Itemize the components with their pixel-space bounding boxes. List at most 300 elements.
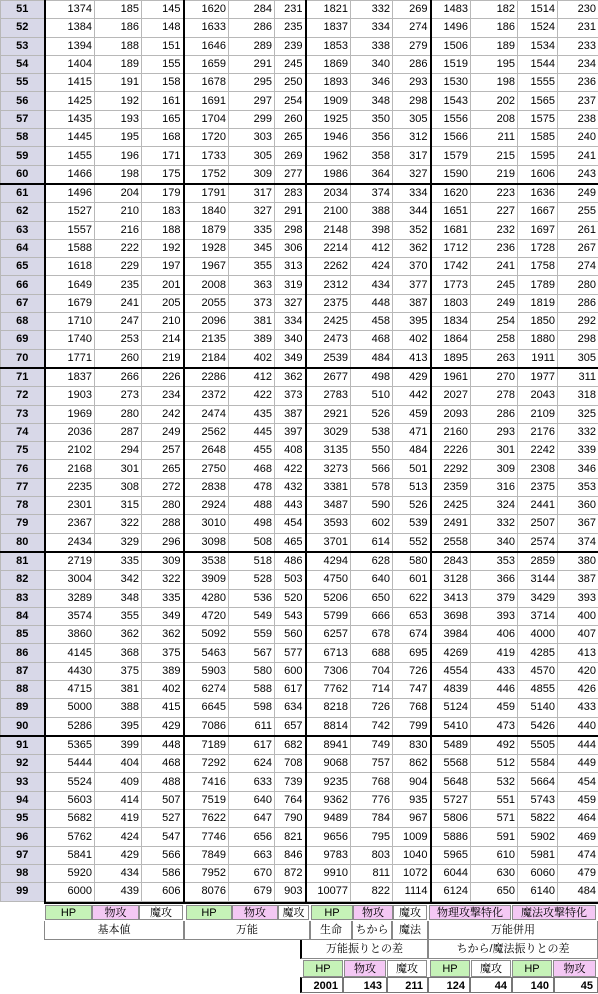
table-cell: 1678 bbox=[184, 74, 229, 92]
table-cell: 1557 bbox=[45, 221, 95, 239]
table-row bbox=[1, 184, 598, 203]
level-cell: 72 bbox=[1, 387, 45, 405]
table-cell: 298 bbox=[558, 331, 598, 349]
table-cell: 426 bbox=[558, 680, 598, 698]
table-cell: 543 bbox=[275, 607, 306, 625]
table-cell: 1903 bbox=[45, 387, 95, 405]
table-cell: 198 bbox=[95, 165, 142, 184]
table-cell: 1514 bbox=[518, 1, 558, 19]
table-cell: 313 bbox=[275, 258, 306, 276]
table-cell: 606 bbox=[142, 883, 184, 901]
table-cell: 799 bbox=[393, 717, 431, 736]
table-cell: 409 bbox=[95, 773, 142, 791]
table-cell: 241 bbox=[471, 258, 518, 276]
table-cell: 1114 bbox=[393, 883, 431, 901]
table-cell: 2036 bbox=[45, 423, 95, 441]
table-cell: 1752 bbox=[184, 165, 229, 184]
table-cell: 346 bbox=[558, 460, 598, 478]
level-cell: 95 bbox=[1, 810, 45, 828]
table-row bbox=[1, 55, 598, 73]
table-cell: 614 bbox=[351, 533, 393, 552]
table-cell: 577 bbox=[275, 644, 306, 662]
table-cell: 269 bbox=[393, 1, 431, 19]
table-cell: 3701 bbox=[306, 533, 351, 552]
table-cell: 503 bbox=[275, 571, 306, 589]
diff-chip-mag-atk: 魔攻 bbox=[387, 960, 427, 977]
diff-chip-mag-atk: 魔攻 bbox=[471, 960, 511, 977]
table-cell: 552 bbox=[393, 533, 431, 552]
table-cell: 422 bbox=[275, 460, 306, 478]
table-cell: 346 bbox=[351, 74, 393, 92]
table-cell: 400 bbox=[558, 607, 598, 625]
table-cell: 1565 bbox=[518, 92, 558, 110]
table-cell: 245 bbox=[275, 55, 306, 73]
table-cell: 240 bbox=[558, 129, 598, 147]
header-chip-phys-atk: 物攻 bbox=[232, 905, 278, 920]
table-cell: 388 bbox=[95, 699, 142, 717]
table-cell: 2034 bbox=[306, 184, 351, 203]
table-cell: 464 bbox=[558, 810, 598, 828]
header-chip-mag-atk: 魔攻 bbox=[278, 905, 309, 920]
table-cell: 231 bbox=[275, 1, 306, 19]
group-label-bannou-heiyou: 万能併用 bbox=[428, 921, 598, 940]
table-cell: 5886 bbox=[431, 828, 471, 846]
table-cell: 1620 bbox=[431, 184, 471, 203]
table-cell: 387 bbox=[393, 294, 431, 312]
table-cell: 317 bbox=[393, 147, 431, 165]
table-cell: 388 bbox=[351, 203, 393, 221]
table-cell: 301 bbox=[471, 442, 518, 460]
table-cell: 458 bbox=[351, 313, 393, 331]
table-cell: 295 bbox=[229, 74, 275, 92]
table-cell: 739 bbox=[275, 773, 306, 791]
table-cell: 402 bbox=[393, 331, 431, 349]
table-cell: 327 bbox=[393, 165, 431, 184]
table-cell: 327 bbox=[229, 203, 275, 221]
table-cell: 234 bbox=[558, 55, 598, 73]
table-cell: 429 bbox=[95, 846, 142, 864]
table-cell: 267 bbox=[558, 239, 598, 257]
table-cell: 280 bbox=[95, 405, 142, 423]
table-cell: 512 bbox=[471, 755, 518, 773]
table-cell: 318 bbox=[558, 387, 598, 405]
table-cell: 429 bbox=[393, 368, 431, 387]
header-chip-mag-atk: 魔攻 bbox=[139, 905, 183, 920]
table-cell: 1425 bbox=[45, 92, 95, 110]
table-cell: 9489 bbox=[306, 810, 351, 828]
table-cell: 280 bbox=[558, 276, 598, 294]
table-cell: 459 bbox=[471, 699, 518, 717]
table-cell: 742 bbox=[351, 717, 393, 736]
table-cell: 498 bbox=[351, 368, 393, 387]
table-cell: 454 bbox=[275, 515, 306, 533]
table-cell: 161 bbox=[142, 92, 184, 110]
table-cell: 2425 bbox=[431, 497, 471, 515]
table-cell: 412 bbox=[229, 368, 275, 387]
table-row bbox=[1, 571, 598, 589]
table-cell: 1758 bbox=[518, 258, 558, 276]
table-cell: 478 bbox=[229, 478, 275, 496]
table-row bbox=[1, 552, 598, 571]
table-cell: 510 bbox=[351, 387, 393, 405]
table-cell: 2719 bbox=[45, 552, 95, 571]
table-cell: 349 bbox=[275, 349, 306, 368]
group-label-mahou: 魔法 bbox=[392, 921, 428, 940]
table-cell: 188 bbox=[95, 37, 142, 55]
table-cell: 498 bbox=[229, 515, 275, 533]
table-cell: 279 bbox=[393, 37, 431, 55]
table-cell: 967 bbox=[393, 810, 431, 828]
table-cell: 580 bbox=[393, 552, 431, 571]
table-cell: 527 bbox=[142, 810, 184, 828]
table-cell: 650 bbox=[351, 589, 393, 607]
level-cell: 86 bbox=[1, 644, 45, 662]
table-cell: 309 bbox=[142, 552, 184, 571]
table-cell: 678 bbox=[351, 626, 393, 644]
table-cell: 872 bbox=[275, 864, 306, 882]
table-cell: 5743 bbox=[518, 791, 558, 809]
table-cell: 3289 bbox=[45, 589, 95, 607]
table-cell: 2473 bbox=[306, 331, 351, 349]
table-cell: 3538 bbox=[184, 552, 229, 571]
table-cell: 1946 bbox=[306, 129, 351, 147]
table-cell: 297 bbox=[229, 92, 275, 110]
table-cell: 2783 bbox=[306, 387, 351, 405]
table-cell: 2425 bbox=[306, 313, 351, 331]
diff-title-chikara-mahou: ちから/魔法振りとの差 bbox=[428, 940, 598, 959]
table-cell: 5568 bbox=[431, 755, 471, 773]
table-cell: 348 bbox=[95, 589, 142, 607]
table-cell: 151 bbox=[142, 37, 184, 55]
table-cell: 291 bbox=[229, 55, 275, 73]
table-cell: 2160 bbox=[431, 423, 471, 441]
table-cell: 1633 bbox=[184, 19, 229, 37]
table-cell: 334 bbox=[351, 19, 393, 37]
table-row bbox=[1, 313, 598, 331]
table-cell: 2574 bbox=[518, 533, 558, 552]
table-cell: 538 bbox=[351, 423, 393, 441]
table-cell: 258 bbox=[471, 331, 518, 349]
table-cell: 389 bbox=[142, 662, 184, 680]
table-cell: 488 bbox=[142, 773, 184, 791]
table-cell: 567 bbox=[229, 644, 275, 662]
table-cell: 6060 bbox=[518, 864, 558, 882]
level-cell: 63 bbox=[1, 221, 45, 239]
level-cell: 82 bbox=[1, 571, 45, 589]
table-cell: 1879 bbox=[184, 221, 229, 239]
table-cell: 486 bbox=[275, 552, 306, 571]
table-row bbox=[1, 221, 598, 239]
table-cell: 634 bbox=[275, 699, 306, 717]
table-cell: 2372 bbox=[184, 387, 229, 405]
table-cell: 245 bbox=[471, 276, 518, 294]
level-cell: 69 bbox=[1, 331, 45, 349]
table-cell: 9656 bbox=[306, 828, 351, 846]
table-cell: 1544 bbox=[518, 55, 558, 73]
diff-value-phys-atk: 45 bbox=[554, 977, 598, 993]
table-cell: 311 bbox=[558, 368, 598, 387]
table-cell: 501 bbox=[393, 460, 431, 478]
table-cell: 434 bbox=[351, 276, 393, 294]
table-cell: 319 bbox=[275, 276, 306, 294]
table-cell: 566 bbox=[351, 460, 393, 478]
table-cell: 7189 bbox=[184, 736, 229, 755]
table-cell: 389 bbox=[229, 331, 275, 349]
table-cell: 366 bbox=[471, 571, 518, 589]
table-cell: 520 bbox=[275, 589, 306, 607]
table-cell: 526 bbox=[393, 497, 431, 515]
table-cell: 195 bbox=[95, 129, 142, 147]
table-cell: 420 bbox=[558, 662, 598, 680]
table-cell: 6044 bbox=[431, 864, 471, 882]
table-cell: 1009 bbox=[393, 828, 431, 846]
table-cell: 484 bbox=[351, 349, 393, 368]
table-cell: 518 bbox=[229, 552, 275, 571]
table-cell: 355 bbox=[229, 258, 275, 276]
table-cell: 7622 bbox=[184, 810, 229, 828]
table-cell: 355 bbox=[95, 607, 142, 625]
table-cell: 2235 bbox=[45, 478, 95, 496]
table-cell: 353 bbox=[558, 478, 598, 496]
table-cell: 249 bbox=[471, 294, 518, 312]
table-row bbox=[1, 1, 598, 19]
table-cell: 145 bbox=[142, 1, 184, 19]
table-cell: 2093 bbox=[431, 405, 471, 423]
table-cell: 513 bbox=[393, 478, 431, 496]
table-cell: 726 bbox=[393, 662, 431, 680]
table-cell: 749 bbox=[351, 736, 393, 755]
table-cell: 7762 bbox=[306, 680, 351, 698]
table-row bbox=[1, 755, 598, 773]
table-cell: 395 bbox=[393, 313, 431, 331]
table-cell: 1789 bbox=[518, 276, 558, 294]
table-cell: 656 bbox=[229, 828, 275, 846]
table-cell: 2109 bbox=[518, 405, 558, 423]
table-cell: 904 bbox=[393, 773, 431, 791]
table-cell: 611 bbox=[229, 717, 275, 736]
table-cell: 335 bbox=[142, 589, 184, 607]
table-cell: 484 bbox=[558, 883, 598, 901]
table-cell: 175 bbox=[142, 165, 184, 184]
table-cell: 1895 bbox=[431, 349, 471, 368]
level-cell: 74 bbox=[1, 423, 45, 441]
table-cell: 3698 bbox=[431, 607, 471, 625]
table-cell: 3574 bbox=[45, 607, 95, 625]
table-row bbox=[1, 644, 598, 662]
table-cell: 2100 bbox=[306, 203, 351, 221]
level-cell: 64 bbox=[1, 239, 45, 257]
table-cell: 1496 bbox=[431, 19, 471, 37]
table-cell: 334 bbox=[393, 184, 431, 203]
table-cell: 340 bbox=[471, 533, 518, 552]
table-cell: 566 bbox=[142, 846, 184, 864]
table-cell: 536 bbox=[229, 589, 275, 607]
table-cell: 459 bbox=[393, 405, 431, 423]
level-cell: 60 bbox=[1, 165, 45, 184]
table-cell: 1864 bbox=[431, 331, 471, 349]
table-cell: 448 bbox=[351, 294, 393, 312]
table-cell: 185 bbox=[95, 1, 142, 19]
table-cell: 5206 bbox=[306, 589, 351, 607]
table-cell: 274 bbox=[558, 258, 598, 276]
table-cell: 539 bbox=[393, 515, 431, 533]
table-cell: 202 bbox=[471, 92, 518, 110]
header-chip-mag-atk: 魔攻 bbox=[393, 905, 427, 920]
table-cell: 2562 bbox=[184, 423, 229, 441]
table-cell: 2148 bbox=[306, 221, 351, 239]
table-cell: 2924 bbox=[184, 497, 229, 515]
table-cell: 2102 bbox=[45, 442, 95, 460]
table-cell: 2262 bbox=[306, 258, 351, 276]
table-cell: 2308 bbox=[518, 460, 558, 478]
table-cell: 424 bbox=[95, 828, 142, 846]
table-cell: 790 bbox=[275, 810, 306, 828]
diff-value-hp: 124 bbox=[428, 977, 470, 993]
table-body bbox=[1, 1, 598, 902]
table-row bbox=[1, 239, 598, 257]
level-cell: 61 bbox=[1, 184, 45, 203]
table-cell: 601 bbox=[393, 571, 431, 589]
table-cell: 414 bbox=[95, 791, 142, 809]
table-cell: 293 bbox=[393, 74, 431, 92]
table-cell: 1435 bbox=[45, 110, 95, 128]
table-cell: 471 bbox=[393, 423, 431, 441]
table-cell: 459 bbox=[558, 791, 598, 809]
table-cell: 415 bbox=[142, 699, 184, 717]
table-footer bbox=[0, 902, 598, 994]
table-cell: 468 bbox=[229, 460, 275, 478]
table-cell: 208 bbox=[471, 110, 518, 128]
table-cell: 670 bbox=[229, 864, 275, 882]
group-label-basic: 基本値 bbox=[44, 921, 184, 940]
table-cell: 340 bbox=[351, 55, 393, 73]
table-cell: 305 bbox=[229, 147, 275, 165]
table-cell: 301 bbox=[95, 460, 142, 478]
table-cell: 688 bbox=[351, 644, 393, 662]
table-cell: 9068 bbox=[306, 755, 351, 773]
table-cell: 7292 bbox=[184, 755, 229, 773]
table-cell: 2648 bbox=[184, 442, 229, 460]
table-cell: 6000 bbox=[45, 883, 95, 901]
table-cell: 600 bbox=[275, 662, 306, 680]
table-cell: 205 bbox=[142, 294, 184, 312]
table-cell: 1606 bbox=[518, 165, 558, 184]
table-cell: 2027 bbox=[431, 387, 471, 405]
table-cell: 413 bbox=[558, 644, 598, 662]
table-cell: 5920 bbox=[45, 864, 95, 882]
table-cell: 862 bbox=[393, 755, 431, 773]
table-cell: 373 bbox=[275, 387, 306, 405]
table-cell: 350 bbox=[351, 110, 393, 128]
table-cell: 2312 bbox=[306, 276, 351, 294]
table-cell: 298 bbox=[275, 221, 306, 239]
table-cell: 192 bbox=[142, 239, 184, 257]
table-cell: 325 bbox=[558, 405, 598, 423]
table-cell: 1697 bbox=[518, 221, 558, 239]
table-cell: 1445 bbox=[45, 129, 95, 147]
table-cell: 532 bbox=[471, 773, 518, 791]
table-cell: 439 bbox=[95, 883, 142, 901]
table-cell: 292 bbox=[558, 313, 598, 331]
table-cell: 223 bbox=[471, 184, 518, 203]
table-cell: 1394 bbox=[45, 37, 95, 55]
table-cell: 408 bbox=[275, 442, 306, 460]
table-cell: 249 bbox=[558, 184, 598, 203]
table-cell: 6140 bbox=[518, 883, 558, 901]
table-cell: 5365 bbox=[45, 736, 95, 755]
table-cell: 1585 bbox=[518, 129, 558, 147]
table-cell: 3144 bbox=[518, 571, 558, 589]
level-cell: 92 bbox=[1, 755, 45, 773]
diff-value-phys-atk: 143 bbox=[343, 977, 387, 993]
table-cell: 1667 bbox=[518, 203, 558, 221]
table-cell: 284 bbox=[229, 1, 275, 19]
table-cell: 339 bbox=[558, 442, 598, 460]
level-cell: 71 bbox=[1, 368, 45, 387]
header-chip-hp: HP bbox=[311, 905, 353, 920]
table-cell: 219 bbox=[142, 349, 184, 368]
table-cell: 682 bbox=[275, 736, 306, 755]
table-row bbox=[1, 405, 598, 423]
table-cell: 1803 bbox=[431, 294, 471, 312]
level-cell: 58 bbox=[1, 129, 45, 147]
diff-title-bannou: 万能振りとの差 bbox=[300, 940, 428, 959]
table-cell: 3429 bbox=[518, 589, 558, 607]
table-cell: 610 bbox=[471, 846, 518, 864]
table-cell: 1850 bbox=[518, 313, 558, 331]
header-chip-phys-atk: 物攻 bbox=[353, 905, 393, 920]
table-cell: 455 bbox=[229, 442, 275, 460]
table-cell: 492 bbox=[471, 736, 518, 755]
table-cell: 1530 bbox=[431, 74, 471, 92]
table-cell: 935 bbox=[393, 791, 431, 809]
table-cell: 4855 bbox=[518, 680, 558, 698]
table-cell: 465 bbox=[275, 533, 306, 552]
table-cell: 1455 bbox=[45, 147, 95, 165]
table-cell: 4554 bbox=[431, 662, 471, 680]
table-cell: 1679 bbox=[45, 294, 95, 312]
table-cell: 260 bbox=[275, 110, 306, 128]
table-cell: 286 bbox=[558, 294, 598, 312]
table-cell: 283 bbox=[275, 184, 306, 203]
table-cell: 1384 bbox=[45, 19, 95, 37]
table-cell: 1837 bbox=[45, 368, 95, 387]
table-cell: 374 bbox=[351, 184, 393, 203]
table-cell: 8941 bbox=[306, 736, 351, 755]
level-cell: 68 bbox=[1, 313, 45, 331]
table-cell: 1834 bbox=[431, 313, 471, 331]
table-cell: 2558 bbox=[431, 533, 471, 552]
table-cell: 6257 bbox=[306, 626, 351, 644]
table-cell: 3004 bbox=[45, 571, 95, 589]
table-cell: 747 bbox=[393, 680, 431, 698]
table-cell: 9362 bbox=[306, 791, 351, 809]
table-cell: 332 bbox=[351, 1, 393, 19]
table-cell: 821 bbox=[275, 828, 306, 846]
table-cell: 1962 bbox=[306, 147, 351, 165]
table-cell: 1681 bbox=[431, 221, 471, 239]
table-cell: 253 bbox=[95, 331, 142, 349]
diff-chip-phys-atk: 物攻 bbox=[344, 960, 386, 977]
table-cell: 404 bbox=[95, 755, 142, 773]
table-cell: 342 bbox=[95, 571, 142, 589]
table-cell: 3135 bbox=[306, 442, 351, 460]
table-cell: 344 bbox=[393, 203, 431, 221]
table-cell: 338 bbox=[351, 37, 393, 55]
table-cell: 6124 bbox=[431, 883, 471, 901]
table-cell: 5664 bbox=[518, 773, 558, 791]
table-cell: 412 bbox=[351, 239, 393, 257]
